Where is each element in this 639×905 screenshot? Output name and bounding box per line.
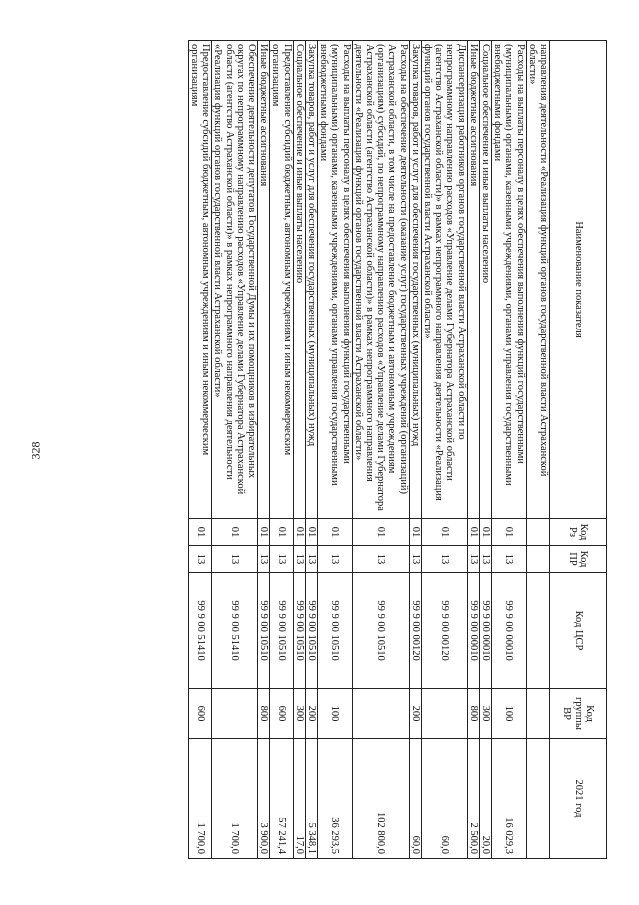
table-row — [257, 41, 269, 859]
page-number: 328 — [28, 441, 43, 460]
cell-name: Обеспечение деятельности депутатов Государственной Думы и их помощников в избирательных округах по непрограммному направлению расходов «Управление делами Губернатора Астраханской области (агентство Астраханской области)» в рамках непрограммного направления деятельности «Реализация функций органов государственной власти Астраханской области» — [212, 41, 258, 519]
cell-vr: 300 — [479, 689, 491, 739]
cell-csr: 99 9 00 00010 — [491, 573, 526, 689]
table-row — [421, 41, 467, 859]
cell-csr: 99 9 00 10510 — [317, 573, 352, 689]
header-name: Наименование показателя — [550, 41, 607, 519]
cell-rz: 01 — [257, 519, 269, 546]
table-body — [188, 41, 549, 859]
cell-rz: 01 — [305, 519, 317, 546]
cell-value: 57 241,4 — [270, 739, 293, 859]
cell-name: Расходы на выплаты персоналу в целях обеспечения выполнения функций государственными (муниципальными) органами, казенными учреждениями, органами управления государственными внебюджетными фондами — [491, 41, 526, 519]
cell-rz: 01 — [467, 519, 479, 546]
cell-pr: 13 — [409, 546, 421, 573]
cell-value — [526, 739, 549, 859]
cell-vr: 600 — [270, 689, 293, 739]
cell-csr: 99 9 00 10510 — [352, 573, 409, 689]
cell-csr: 99 9 00 10510 — [293, 573, 305, 689]
cell-value: 5 348,1 — [305, 739, 317, 859]
cell-name: Предоставление субсидий бюджетным, автономным учреждениям и иным некоммерческим организациям — [188, 41, 211, 519]
cell-name: Иные бюджетные ассигнования — [257, 41, 269, 519]
cell-name: Предоставление субсидий бюджетным, автономным учреждениям и иным некоммерческим организациям — [270, 41, 293, 519]
cell-csr: 99 9 00 10510 — [257, 573, 269, 689]
cell-value: 20,0 — [479, 739, 491, 859]
cell-pr: 13 — [257, 546, 269, 573]
cell-vr: 200 — [305, 689, 317, 739]
header-year: 2021 год — [550, 739, 607, 859]
cell-value: 1 700,0 — [212, 739, 258, 859]
cell-pr: 13 — [212, 546, 258, 573]
cell-rz: 01 — [293, 519, 305, 546]
header-pr: Код ПР — [550, 546, 607, 573]
table-row — [293, 41, 305, 859]
table-header-row — [550, 41, 607, 859]
cell-vr: 200 — [409, 689, 421, 739]
cell-value: 60,0 — [421, 739, 467, 859]
cell-csr: 99 9 00 00010 — [467, 573, 479, 689]
cell-name: Расходы на обеспечение деятельности (оказание услуг) государственных учреждений (организаций) Астраханской области, в том числе на предоставление бюджетным и автономным учреждениям (организациям) субсидий, по непрограммному направлению расходов «Управление делами Губернатора Астраханской области (агентство Астраханской области)» в рамках непрограммного направления деятельности «Реализация функций органов государственной власти Астраханской области» — [352, 41, 409, 519]
cell-vr: 800 — [257, 689, 269, 739]
cell-rz — [526, 519, 549, 546]
cell-csr: 99 9 00 10510 — [305, 573, 317, 689]
cell-vr: 100 — [317, 689, 352, 739]
cell-name: Закупка товаров, работ и услуг для обеспечения государственных (муниципальных) нужд — [305, 41, 317, 519]
cell-name: Социальное обеспечение и иные выплаты населению — [293, 41, 305, 519]
cell-rz: 01 — [491, 519, 526, 546]
cell-csr: 99 9 00 51410 — [212, 573, 258, 689]
cell-vr — [352, 689, 409, 739]
table-row — [352, 41, 409, 859]
table-row — [305, 41, 317, 859]
cell-value: 17,0 — [293, 739, 305, 859]
rotated-page-content — [109, 40, 607, 858]
cell-name: направления деятельности «Реализация функций органов государственной власти Астраханской области» — [526, 41, 549, 519]
header-rz: Код Рз — [550, 519, 607, 546]
cell-vr: 600 — [188, 689, 211, 739]
cell-rz: 01 — [212, 519, 258, 546]
cell-value: 60,0 — [409, 739, 421, 859]
cell-pr: 13 — [421, 546, 467, 573]
cell-pr: 13 — [491, 546, 526, 573]
cell-rz: 01 — [352, 519, 409, 546]
cell-pr: 13 — [293, 546, 305, 573]
cell-value: 1 700,0 — [188, 739, 211, 859]
cell-csr: 99 9 00 51410 — [188, 573, 211, 689]
cell-rz: 01 — [188, 519, 211, 546]
header-vr: Код группы ВР — [550, 689, 607, 739]
cell-name: Иные бюджетные ассигнования — [467, 41, 479, 519]
cell-pr: 13 — [188, 546, 211, 573]
cell-name: Закупка товаров, работ и услуг для обеспечения государственных (муниципальных) нужд — [409, 41, 421, 519]
table-row — [526, 41, 549, 859]
cell-rz: 01 — [479, 519, 491, 546]
cell-vr — [212, 689, 258, 739]
table-row — [270, 41, 293, 859]
cell-name: Диспансеризация работников органов государственной власти Астраханской области по непрограммному направлению расходов «Управление делами Губернатора Астраханской области (агентство Астраханской области)» в рамках непрограммного направления деятельности «Реализация функций органов государственной власти Астраханской области» — [421, 41, 467, 519]
cell-value: 2 500,0 — [467, 739, 479, 859]
table-row — [467, 41, 479, 859]
cell-csr: 99 9 00 00120 — [409, 573, 421, 689]
cell-pr — [526, 546, 549, 573]
header-csr: Код ЦСР — [550, 573, 607, 689]
cell-vr: 800 — [467, 689, 479, 739]
cell-name: Социальное обеспечение и иные выплаты населению — [479, 41, 491, 519]
cell-value: 3 900,0 — [257, 739, 269, 859]
cell-csr: 99 9 00 10510 — [270, 573, 293, 689]
cell-csr: 99 9 00 00010 — [479, 573, 491, 689]
cell-value: 16 029,3 — [491, 739, 526, 859]
cell-csr: 99 9 00 00120 — [421, 573, 467, 689]
table-row — [491, 41, 526, 859]
cell-vr — [421, 689, 467, 739]
cell-pr: 13 — [479, 546, 491, 573]
table-row — [212, 41, 258, 859]
cell-rz: 01 — [421, 519, 467, 546]
budget-table — [188, 40, 607, 859]
cell-vr: 100 — [491, 689, 526, 739]
cell-name: Расходы на выплаты персоналу в целях обеспечения выполнения функций государственными (муниципальными) органами, казенными учреждениями, органами управления государственными внебюджетными фондами — [317, 41, 352, 519]
table-row — [317, 41, 352, 859]
cell-pr: 13 — [270, 546, 293, 573]
cell-vr: 300 — [293, 689, 305, 739]
cell-pr: 13 — [317, 546, 352, 573]
table-row — [479, 41, 491, 859]
cell-vr — [526, 689, 549, 739]
cell-rz: 01 — [409, 519, 421, 546]
cell-pr: 13 — [467, 546, 479, 573]
table-row — [409, 41, 421, 859]
cell-value: 36 293,5 — [317, 739, 352, 859]
cell-pr: 13 — [305, 546, 317, 573]
cell-csr — [526, 573, 549, 689]
cell-rz: 01 — [270, 519, 293, 546]
table-row — [188, 41, 211, 859]
cell-rz: 01 — [317, 519, 352, 546]
cell-value: 102 800,0 — [352, 739, 409, 859]
cell-pr: 13 — [352, 546, 409, 573]
